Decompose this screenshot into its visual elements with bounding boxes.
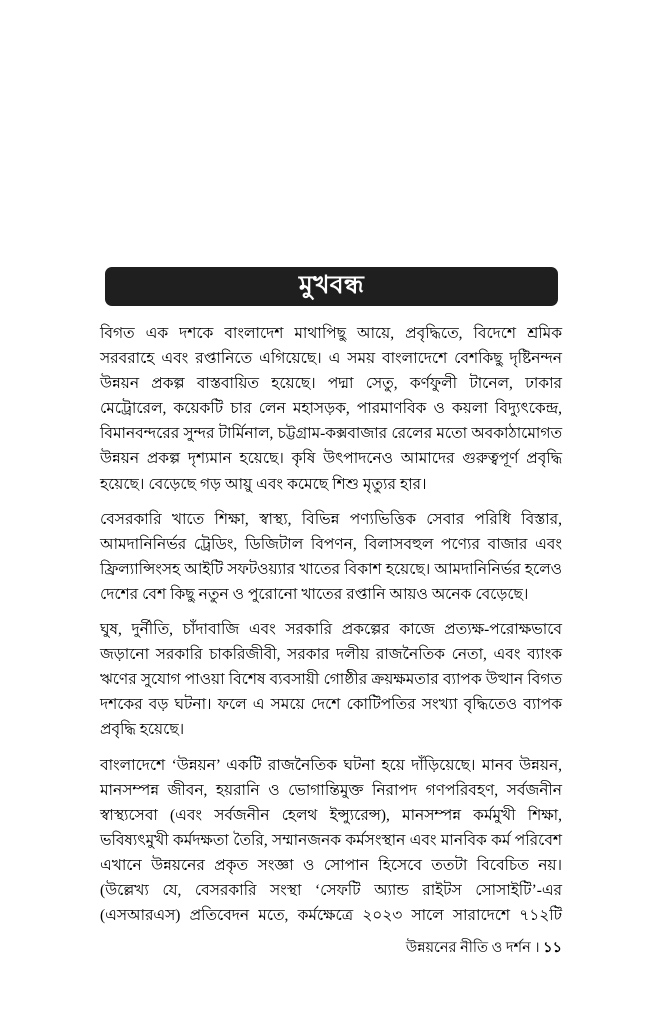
paragraph-4: বাংলাদেশে ‘উন্নয়ন’ একটি রাজনৈতিক ঘটনা হয়ে দাঁড়িয়েছে। মানব উন্নয়ন, মানসম্পন্ন জীবন, হয়রানি ও ভোগান্তিমুক্ত নিরাপদ গণপরিবহণ, সর্বজনীন স্বাস্থ্যসেবা (এবং সর্বজনীন হেলথ ইন্স্যুরেন্স), মানসম্পন্ন কর্মমুখী শিক্ষা, ভবিষ্যৎমুখী কর্মদক্ষতা তৈরি, সম্মানজনক কর্মসংস্থান এবং মানবিক কর্ম পরিবেশ এখানে উন্নয়নের প্রকৃত সংজ্ঞা ও সোপান হিসেবে ততটা বিবেচিত নয়। (উল্লেখ্য যে, বেসরকারি সংস্থা ‘সেফটি অ্যান্ড রাইটস সোসাইটি’-এর (এসআরএস) প্রতিবেদন মতে, কর্মক্ষেত্রে ২০২৩ সালে সারাদেশে ৭১২টি [100,756,562,925]
footer-separator: । [530,940,544,956]
footer-book-title: উন্নয়নের নীতি ও দর্শন [405,940,531,956]
paragraph-3: ঘুষ, দুর্নীতি, চাঁদাবাজি এবং সরকারি প্রকল্পের কাজে প্রত্যক্ষ-পরোক্ষভাবে জড়ানো সরকারি চাকরিজীবী, সরকার দলীয় রাজনৈতিক নেতা, এবং ব্যাংক ঋণের সুযোগ পাওয়া বিশেষ ব্যবসায়ী গোষ্ঠীর ক্রয়ক্ষমতার ব্যাপক উত্থান বিগত দশকের বড় ঘটনা। ফলে এ সময়ে দেশে কোটিপতির সংখ্যা বৃদ্ধিতেও ব্যাপক প্রবৃদ্ধি হয়েছে। [100,621,562,739]
chapter-title: মুখবন্ধ [298,271,365,299]
page-footer [100,938,562,958]
page-top-margin [0,0,663,267]
chapter-title-bar [105,267,558,306]
paragraph-2: বেসরকারি খাতে শিক্ষা, স্বাস্থ্য, বিভিন্ন পণ্যভিত্তিক সেবার পরিধি বিস্তার, আমদানিনির্ভর ট্রেডিং, ডিজিটাল বিপণন, বিলাসবহুল পণ্যের বাজার এবং ফ্রিল্যান্সিংসহ আইটি সফটওয়্যার খাতের বিকাশ হয়েছে। আমদানিনির্ভর হলেও দেশের বেশ কিছু নতুন ও পুরোনো খাতের রপ্তানি আয়ও অনেক বেড়েছে। [100,510,562,603]
page-number: ১১ [543,940,562,956]
paragraph-1: বিগত এক দশকে বাংলাদেশ মাথাপিছু আয়ে, প্রবৃদ্ধিতে, বিদেশে শ্রমিক সরবরাহে এবং রপ্তানিতে এগিয়েছে। এ সময় বাংলাদেশে বেশকিছু দৃষ্টিনন্দন উন্নয়ন প্রকল্প বাস্তবায়িত হয়েছে। পদ্মা সেতু, কর্ণফুলী টানেল, ঢাকার মেট্রোরেল, কয়েকটি চার লেন মহাসড়ক, পারমাণবিক ও কয়লা বিদ্যুৎকেন্দ্র, বিমানবন্দরের সুন্দর টার্মিনাল, চট্টগ্রাম-কক্সবাজার রেলের মতো অবকাঠামোগত উন্নয়ন প্রকল্প দৃশ্যমান হয়েছে। কৃষি উৎপাদনেও আমাদের গুরুত্বপূর্ণ প্রবৃদ্ধি হয়েছে। বেড়েছে গড় আয়ু এবং কমেছে শিশু মৃত্যুর হার। [100,325,562,493]
page-content-column [100,267,563,953]
body-copy [100,321,562,953]
